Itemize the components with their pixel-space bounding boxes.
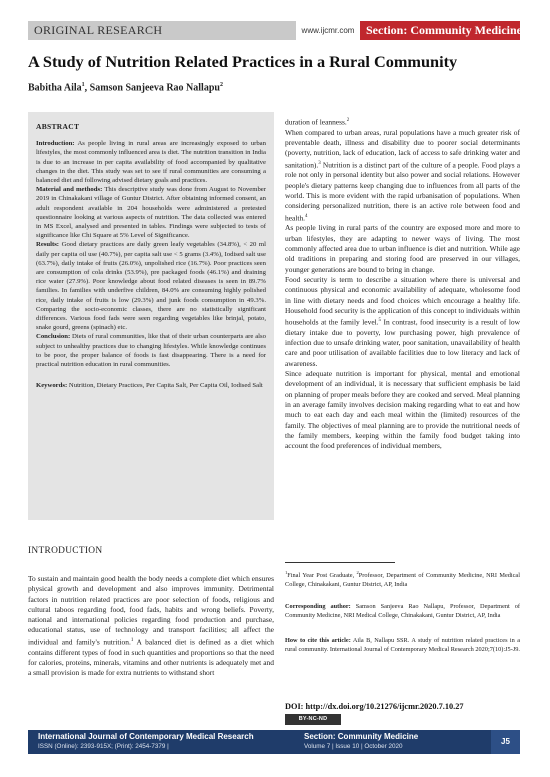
abstract-introduction-label: Introduction: (36, 140, 75, 148)
article-type-band (28, 21, 296, 40)
affiliation-mark-1: 1 (285, 570, 288, 575)
article-type-label: ORIGINAL RESEARCH (34, 23, 163, 37)
author-list (28, 82, 223, 93)
author-separator: , (84, 82, 90, 94)
left-column-body (28, 574, 274, 678)
footer-journal-name: International Journal of Contemporary Medical Research (38, 732, 254, 741)
keywords-text: Nutrition, Dietary Practices, Per Capita Salt, Per Capita Oil, Iodised Salt (67, 382, 263, 390)
footer-section-band (296, 730, 491, 754)
footer-journal-band (28, 730, 296, 754)
intro-paragraph-1 (28, 574, 274, 678)
citation-note (285, 637, 520, 655)
page-header (28, 21, 520, 40)
keywords-label: Keywords: (36, 382, 68, 390)
citation-3: 3 (318, 160, 321, 166)
journal-website-link[interactable]: www.ijcmr.com (296, 21, 360, 40)
right-paragraph-0 (285, 116, 520, 128)
corresponding-author-text: Samson Sanjeeva Rao Nallapu, Professor, Department of Community Medicine, NRI Medical College, Chinakakani, Guntur District, AP, India (285, 603, 520, 619)
abstract-heading: ABSTRACT (36, 122, 80, 131)
how-to-cite-text: Aila B, Nallapu SSR. A study of nutrition related practices in a rural community. International Journal of Contemporary Medical Research 2020;7(10):J5-J9. (285, 637, 520, 653)
right-p3-text-a: Food security is term to describe a situation where there is universal and continuous physical and economic availability of adequate, wholesome food in line with dietary needs and food choices which encourage a healthy life. Household food security is the application of this concept to individuals within households at the family level. (285, 274, 520, 327)
abstract-keywords (36, 381, 266, 390)
affiliation-2: Professor, Department of Community Medicine, NRI Medical College, Chinakakani, Guntur District, AP, India (285, 572, 520, 588)
abstract-conclusion (36, 332, 266, 369)
corresponding-author-note (285, 603, 520, 621)
affiliation-mark-2: 2 (356, 570, 359, 575)
right-paragraph-4: Since adequate nutrition is important for physical, mental and emotional development of an individual, it is necessary that sufficient emphasis be laid on planning of proper meals before they are cooked and served. Meal planning in an average family involves decision making regarding what to eat and how much to eat each day and each meal within the (limited) resources of the family. The objectives of meal planning are to provide the nutritional needs of the family members, keeping within the family food budget taking into account the food preferences of individual members, (285, 369, 520, 451)
right-p3-text-b: In contrast, food insecurity is a result of low dietary intake due to poverty, low purchasing power, high prevalence of infection due to unsafe drinking water, poor sanitation, unavailability of health care and poor utilisation of available facilities due to low literacy and lack of awareness. (285, 317, 520, 368)
abstract-conclusion-label: Conclusion: (36, 333, 71, 341)
abstract-methods-text: This descriptive study was done from August to November 2019 in Chinakakani village of Guntur District. After obtaining informed consent, an adult respondent available in 204 households were administered a pretested questionnaire looking at various aspects of nutrition. The data collected was entered in MS Excel, analysed and presented in tables. Findings were subjected to tests of significance like Chi Square at 5% Level of Significance. (36, 186, 266, 240)
introduction-heading: INTRODUCTION (28, 546, 103, 556)
abstract-results-label: Results: (36, 241, 60, 249)
corresponding-author-label: Corresponding author: (285, 603, 351, 610)
creative-commons-license-badge: BY-NC-ND (285, 714, 341, 725)
page-number: J5 (491, 730, 520, 754)
citation-4: 4 (305, 213, 308, 219)
affiliation-note (285, 569, 520, 590)
footer-section: Section: Community Medicine (304, 732, 419, 741)
abstract-methods-label: Material and methods: (36, 186, 103, 194)
intro-p1-text-a: To sustain and maintain good health the body needs a complete diet which ensures physical growth and development and also improves immunity. Detrimental factors in nutrition related practices are poor selection of foods, religious and cultural taboos regarding food, food fads, habits and wrong beliefs. Poverty, national and international policies regarding food production and purchase, educational status, use of technology and transport facilities; all affect the individual and family's nutrition. (28, 574, 274, 647)
right-p0-text: duration of leanness. (285, 117, 347, 127)
right-paragraph-3 (285, 275, 520, 369)
right-paragraph-1 (285, 128, 520, 224)
author-2: Samson Sanjeeva Rao Nallapu (89, 82, 220, 94)
right-p1-text-a: When compared to urban areas, rural populations have a much greater risk of preventable death, illness and disability due to poorer social determinants (poverty, nutrition, lack of education, lack of access to safe drinking water and sanitation). (285, 127, 520, 170)
right-column-body (285, 116, 520, 451)
footer-issn: ISSN (Online): 2393-915X; (Print): 2454-7379 | (38, 743, 169, 750)
intro-p1-text-b: A balanced diet is defined as a diet which contains different types of food in such quantities and proportions so that the need for calories, proteins, minerals, vitamins and other nutrients is adequately met and a small provision is made for extra nutrients to withstand short (28, 637, 274, 678)
abstract-conclusion-text: Diets of rural communities, like that of their urban counterparts are also subject to unhealthy practices due to changing lifestyles. While knowledge continues to be poor, the proper balance of foods is fast disappearing. There is a need for practical nutrition education in rural communities. (36, 333, 266, 369)
right-p1-text-b: Nutrition is a distinct part of the culture of a people. Food plays a role not only in personal identity but also power and social relations. However people's dietary patterns keep changing due to influences from all parts of the world. This is more evident with the rapid urbanisation of populations. When considering personalized nutrition, there is an active role between food and health. (285, 160, 520, 223)
abstract-introduction-text: As people living in rural areas are increasingly exposed to urban lifestyles, the most commonly influenced area is diet. The nutrition transition in India is due to an increase in per capita availability of food accompanied by qualitative changes in the diet. This study was set to see if rural communities are consuming a balanced diet and following advised dietary goals and practices. (36, 140, 266, 185)
page-footer (28, 730, 520, 754)
footer-volume: Volume 7 | Issue 10 | October 2020 (304, 743, 403, 750)
author-2-affiliation-mark: 2 (219, 82, 223, 88)
doi-link[interactable]: DOI: http://dx.doi.org/10.21276/ijcmr.2020.7.10.27 (285, 702, 464, 711)
section-label: Section: Community Medicine (360, 21, 520, 40)
how-to-cite-label: How to cite this article: (285, 637, 351, 644)
author-1: Babitha Aila (28, 82, 82, 94)
abstract-box (28, 112, 274, 520)
abstract-results (36, 240, 266, 332)
article-title: A Study of Nutrition Related Practices in a Rural Community (28, 52, 458, 71)
abstract-results-text: Good dietary practices are daily green leafy vegetables (34.8%), < 20 ml daily per capita oil use (40.7%), per capita salt use < 5 grams (3.4%), Iodised salt use (63.7%), daily intake of fruits (26.0%), unpolished rice (16.7%). Poor practices seen are consumption of cola drinks (53.9%), pre packaged foods (46.1%) and draining rice water (27.9%). Poor knowledge about food related diseases is seen in 89.7% families. In families with underfive children, 84.0% are consuming highly polished rice, daily intake of fruits is low (29.3%) and junk foods consumption in 49.3%. Comparing the socio-economic classes, there are no statistically significant differences. Various food fads were seen regarding vegetables like brinjal, potato, snake gourd, greens (spinach) etc. (36, 241, 266, 332)
right-paragraph-2: As people living in rural parts of the country are exposed more and more to urban lifestyles, they are adapting to newer ways of living. The most commonly affected area due to urban influence is diet and nutrition. While age old traditions in preparing and storing food are preserved in our villages, younger generations are bound to bring in change. (285, 223, 520, 274)
citation-5: 5 (378, 318, 382, 324)
citation-2: 2 (346, 118, 350, 123)
abstract-methods (36, 185, 266, 240)
abstract-introduction (36, 139, 266, 185)
author-1-affiliation-mark: 1 (81, 82, 85, 88)
affiliation-1: Final Year Post Graduate, (287, 572, 357, 580)
citation-1: 1 (130, 637, 134, 643)
footnote-rule (285, 562, 395, 563)
